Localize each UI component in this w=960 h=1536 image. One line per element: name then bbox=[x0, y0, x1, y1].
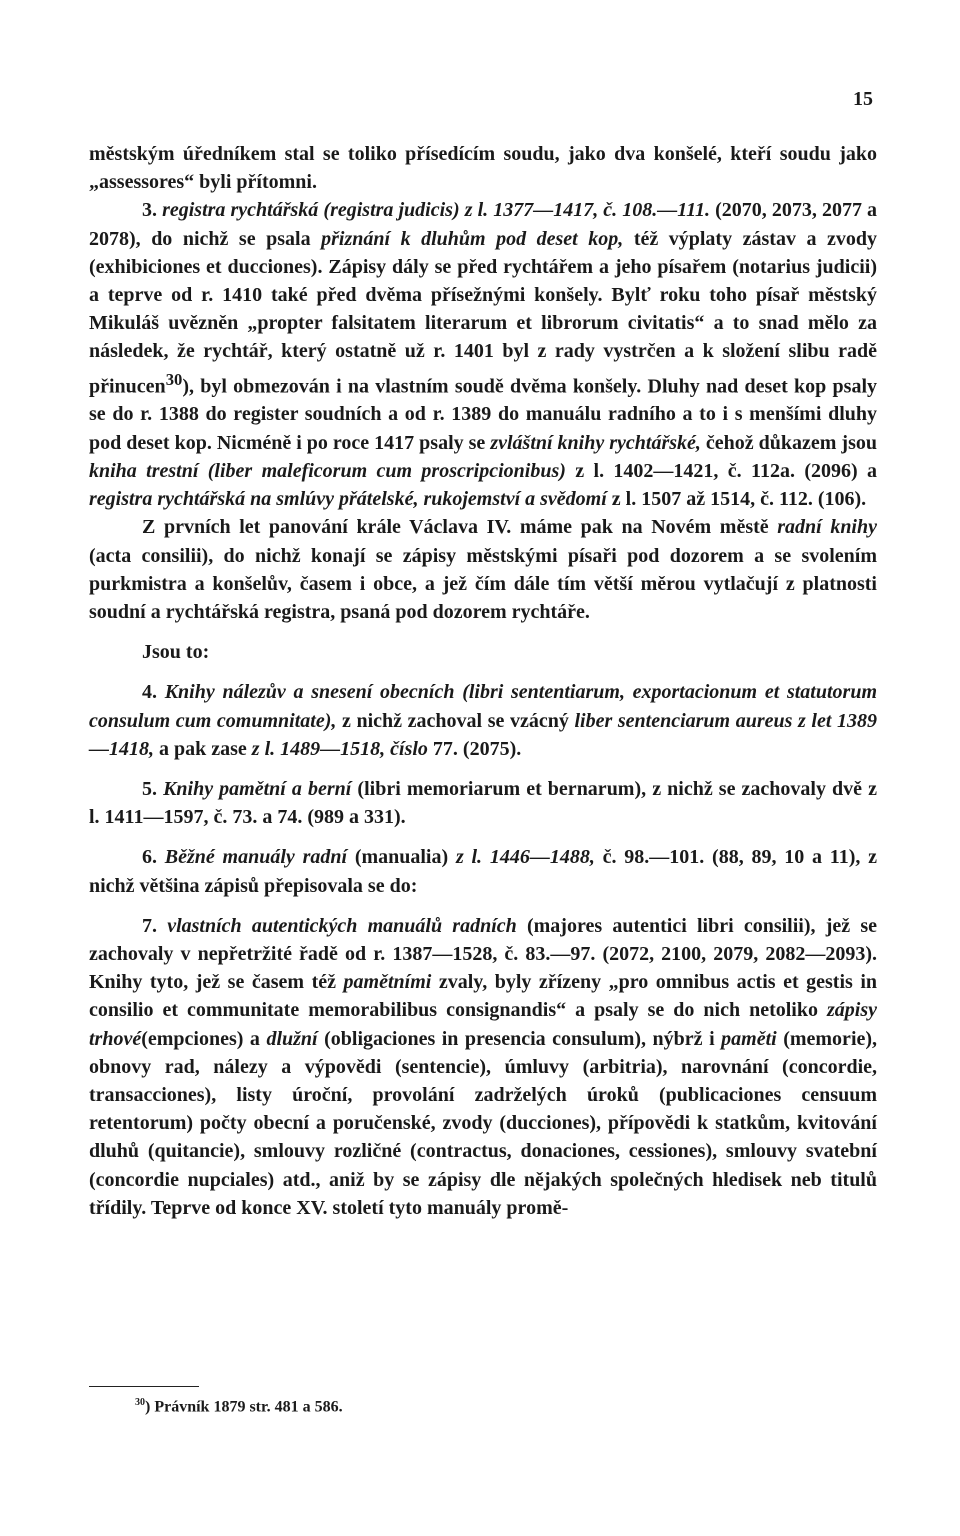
text-run: (obligaciones in presencia consulum), nýbrž i bbox=[324, 1027, 715, 1050]
text-run: též výplaty zástav a zvody (exhibiciones et ducciones). Zápisy dály se před rychtářem a jeho písařem (notarius judicii) a teprve od r. 1410 také před dvěma přísežnými konšely. Bylť roku toho písař městský Mikuláš uvězněn „propter falsitatem literarum et librorum civitatis“ a to snad mělo za následek, že rychtář, který ostatně už r. 1401 byl z rady vystrčen a k složení slibu radě přinucen bbox=[89, 227, 878, 398]
paragraph-4: Jsou to: bbox=[142, 641, 210, 664]
paragraph-spacer bbox=[89, 626, 877, 638]
italic-term: z l. 1489—1518, číslo bbox=[251, 737, 428, 760]
page-number: 15 bbox=[853, 88, 873, 110]
italic-term: z l. 1377—1417, č. 108.—111. bbox=[464, 199, 711, 222]
italic-term: Běžné manuály radní bbox=[164, 846, 348, 869]
paragraph-2 bbox=[89, 196, 877, 513]
italic-term: pamětními bbox=[343, 971, 432, 994]
paragraph-3 bbox=[89, 513, 877, 626]
italic-term: z l. 1446—1488, bbox=[455, 846, 595, 869]
text-run: (acta consilii), do nichž konají se zápisy městskými písaři pod dozorem a se svolením purkmistra a konšelův, časem i obce, a jež čím dále tím větší měrou vytlačují z platnosti soudní a rychtářská registra, psaná pod dozorem rychtáře. bbox=[89, 544, 877, 623]
footnote bbox=[135, 1397, 343, 1416]
italic-term: paměti bbox=[721, 1027, 777, 1050]
italic-term: zápisy trhové bbox=[89, 999, 877, 1050]
italic-term: kniha trestní (liber maleficorum cum proscripcionibus) bbox=[89, 459, 566, 482]
italic-term: Knihy pamětní a berní bbox=[163, 777, 352, 800]
text-run: (libri memoriarum et bernarum), z nichž se zachovaly dvě z l. 1411—1597, č. 73. a 74. (989 a 331). bbox=[89, 777, 877, 829]
footnote-marker: 30 bbox=[135, 1397, 145, 1408]
text-run: z l. 1402—1421, č. 112a. (2096) a bbox=[575, 459, 878, 482]
italic-term: radní knihy bbox=[777, 516, 877, 539]
footnote-divider bbox=[89, 1386, 199, 1387]
text-run: (memorie), obnovy rad, nálezy a výpovědi (sentencie), úmluvy (arbitria), narovnání (concordie, transacciones), listy úroční, provolání zadrželých úroků (publicaciones censuum retentorum) počty obecní a poručenské, zvody (ducciones), přípovědi k statkům, kvitování dluhů (quitancie), smlouvy rozličné (contractus, donaciones, cessiones), smlouvy svatební (concordie nupciales) atd., aniž by se zápisy dle nějakých společných hledisek neb titulů třídily. Teprve od konce XV. století tyto manuály promě- bbox=[89, 1027, 878, 1219]
italic-term: Knihy nálezův a snesení obecních (libri sententiarum, exportacionum et statutorum consulum cum comumnitate), bbox=[89, 681, 878, 732]
text-run: č. 98.—101. (88, 89, 10 a 11), z nichž většina zápisů přepisovala se do: bbox=[89, 846, 878, 897]
italic-term: vlastních autentických manuálů radních bbox=[167, 914, 517, 937]
italic-term: liber sentenciarum aureus z let 1389—1418, bbox=[89, 709, 878, 760]
footnote-text: ) Právník 1879 str. 481 a 586. bbox=[145, 1398, 343, 1416]
text-run: (majores autentici libri consilii), jež se zachovaly v nepřetržité řadě od r. 1387—1528, č. 83.—97. (2072, 2100, 2079, 2082—2093). Knihy tyto, jež se časem též bbox=[89, 914, 877, 994]
paragraph-1: městským úředníkem stal se toliko přísedícím soudu, jako dva konšelé, kteří soudu jako „assessores“ byli přítomni. bbox=[89, 143, 877, 194]
footnote-ref: 30 bbox=[165, 369, 183, 389]
italic-term: zvláštní knihy rychtářské, bbox=[490, 431, 701, 454]
text-run: 77. (2075). bbox=[432, 737, 522, 760]
text-run: (manualia) bbox=[354, 846, 449, 869]
paragraph-8 bbox=[89, 912, 877, 1222]
italic-term: registra rychtářská bbox=[162, 199, 319, 222]
item-number: 7. bbox=[142, 914, 157, 937]
italic-term: registra rychtářská na smlúvy přátelské, rukojemství a svědomí bbox=[89, 488, 607, 511]
paragraph-6 bbox=[89, 775, 877, 831]
text-run: zvaly, byly zřízeny „pro omnibus actis et gestis in consilio et communitate memorabilibus consignandis“ a psaly se do nich netoliko bbox=[89, 971, 878, 1022]
text-run: Z prvních let panování krále Václava IV. máme pak na Novém městě bbox=[142, 516, 769, 539]
paragraph-spacer bbox=[89, 900, 877, 912]
body-text bbox=[89, 140, 877, 1222]
item-number: 3. bbox=[142, 199, 157, 222]
paragraph-spacer bbox=[89, 763, 877, 775]
item-number: 6. bbox=[142, 846, 157, 869]
italic-term: (registra judicis) bbox=[323, 199, 460, 222]
text-run: a pak zase bbox=[159, 737, 247, 760]
text-run: z nichž zachoval se vzácný bbox=[342, 709, 569, 732]
text-run: čehož důkazem jsou bbox=[705, 431, 877, 454]
text-run: z l. 1507 až 1514, č. 112. (106). bbox=[611, 488, 867, 511]
paragraph-spacer bbox=[89, 831, 877, 843]
item-number: 5. bbox=[142, 777, 157, 800]
italic-term: dlužní bbox=[266, 1027, 318, 1050]
item-number: 4. bbox=[142, 681, 157, 704]
paragraph-5 bbox=[89, 678, 877, 763]
text-run: ), byl obmezován i na vlastním soudě dvěma konšely. Dluhy nad deset kop psaly se do r. 1388 do register soudních a od r. 1389 do manuálu radního a to i s menšími dluhy pod deset kop. Nicméně i po roce 1417 psaly se bbox=[89, 375, 877, 454]
text-run: (empciones) a bbox=[141, 1027, 260, 1050]
text-run: (2070, 2073, 2077 a 2078), do nichž se psala bbox=[89, 199, 878, 250]
italic-term: přiznání k dluhům pod deset kop, bbox=[321, 227, 624, 250]
paragraph-7 bbox=[89, 843, 877, 899]
paragraph-spacer bbox=[89, 666, 877, 678]
